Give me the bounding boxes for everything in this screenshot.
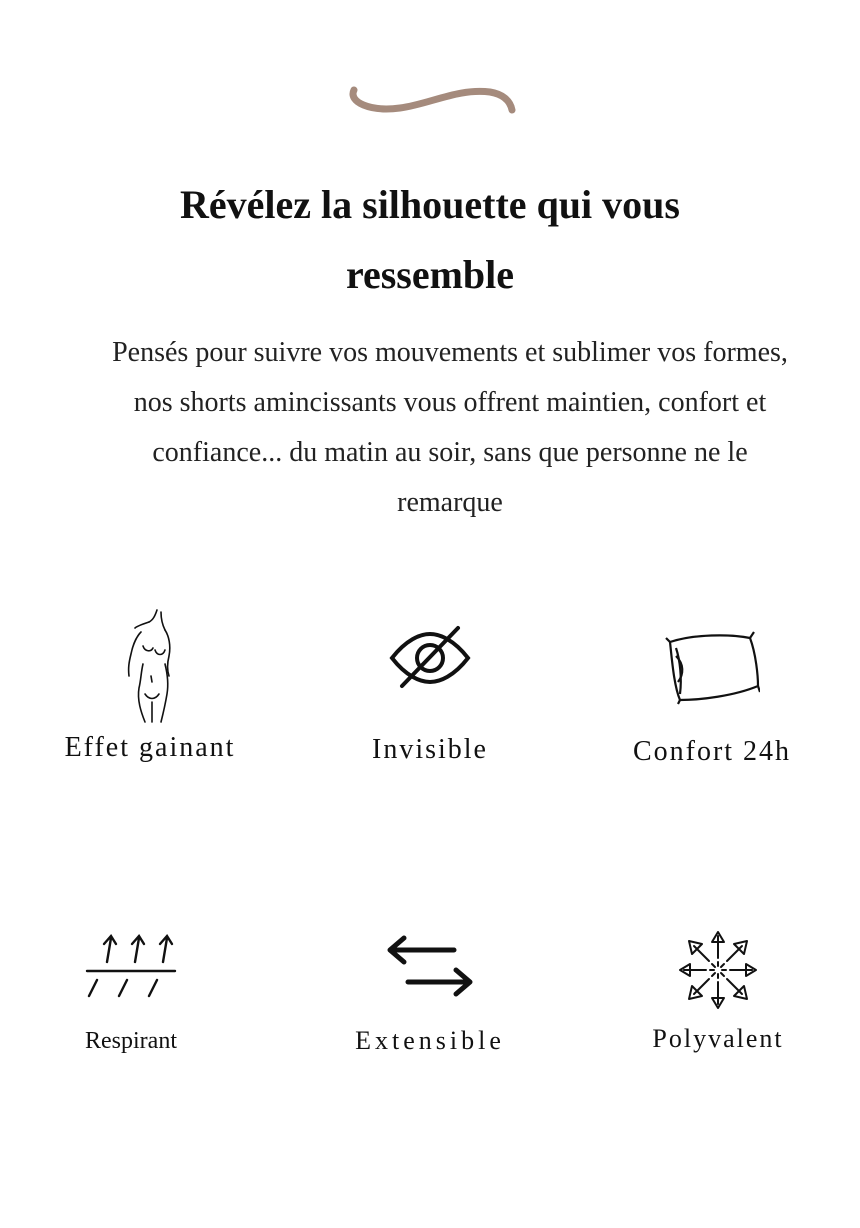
feature-effet-gainant (50, 606, 250, 764)
feature-confort-24h (612, 630, 812, 768)
feature-label: Confort 24h (632, 736, 792, 767)
eye-slash-icon (388, 624, 472, 692)
feature-label: Invisible (372, 734, 488, 765)
swoosh-icon (340, 80, 520, 124)
feature-label: Respirant (85, 1028, 177, 1054)
feature-label: Effet gainant (64, 732, 236, 763)
body-silhouette-icon (115, 606, 185, 726)
feature-label: Extensible (355, 1026, 505, 1055)
section-description: Pensés pour suivre vos mouvements et sublimer vos formes, nos shorts amincissants vous offrent maintien, confort et confiance... du matin au soir, sans que personne ne le remarque (112, 337, 788, 518)
feature-extensible (330, 934, 530, 1056)
feature-invisible (330, 624, 530, 766)
pillow-icon (664, 630, 760, 706)
stretch-arrows-icon (382, 934, 478, 1000)
multidirectional-arrows-icon (676, 928, 760, 1012)
section-title: Révélez la silhouette qui vous ressemble (180, 182, 680, 297)
feature-polyvalent (618, 928, 818, 1054)
feature-label: Polyvalent (652, 1024, 784, 1053)
breathable-arrows-icon (83, 930, 179, 1000)
feature-respirant (36, 930, 226, 1055)
